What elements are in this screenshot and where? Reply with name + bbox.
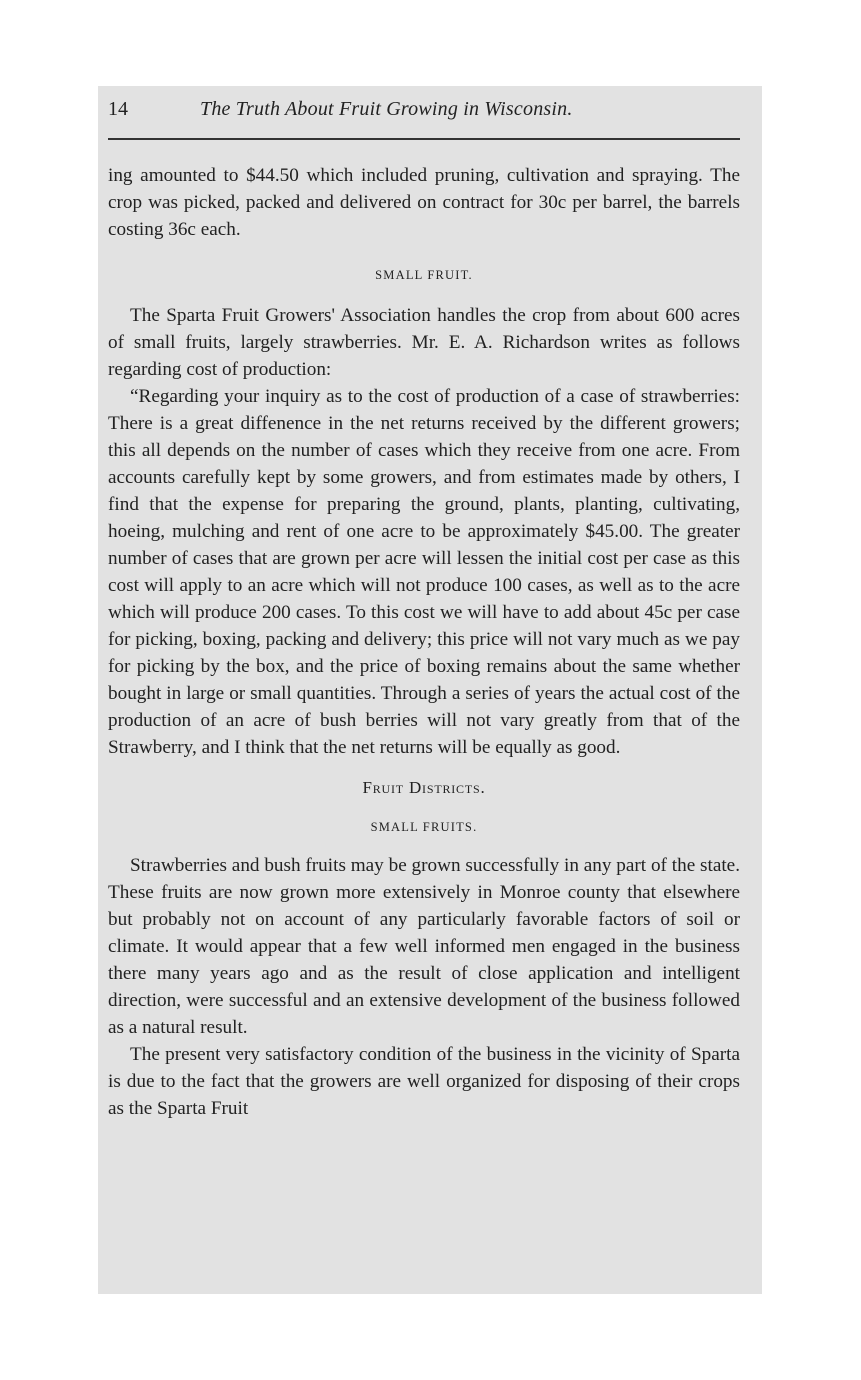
paragraph-sparta-association: The Sparta Fruit Growers' Association handles the crop from about 600 acres of small fruits, largely strawberries. Mr. E. A. Richardson writes as follows regarding cost of production: <box>108 305 740 380</box>
heading-small-fruits: SMALL FRUITS. <box>370 820 478 834</box>
page-header <box>108 98 748 128</box>
running-title: The Truth About Fruit Growing in Wisconsin. <box>200 98 573 120</box>
page-number: 14 <box>108 98 128 120</box>
heading-small-fruit: SMALL FRUIT. <box>375 268 473 282</box>
paragraph-richardson-quote: “Regarding your inquiry as to the cost of production of a case of strawberries: There is a great diffenence in the net returns received by the different growers; this all depends on the number of cases which they receive from one acre. From accounts carefully kept by some growers, and from estimates made by others, I find that the expense for preparing the ground, plants, planting, cultivating, hoeing, mulching and rent of one acre to be approximately $45.00. The greater number of cases that are grown per acre will lessen the initial cost per case as this cost will apply to an acre which will not produce 100 cases, as well as to the acre which will produce 200 cases. To this cost we will have to add about 45c per case for picking, boxing, packing and delivery; this price will not vary much as we pay for picking by the box, and the price of boxing remains about the same whether bought in large or small quantities. Through a series of years the actual cost of the production of an acre of bush berries will not vary greatly from that of the Strawberry, and I think that the net returns will be equally as good. <box>108 386 740 758</box>
header-rule <box>108 138 740 140</box>
paragraph-continuation: ing amounted to $44.50 which included pruning, cultivation and spraying. The crop was picked, packed and delivered on contract for 30c per barrel, the barrels costing 36c each. <box>108 165 740 240</box>
page-body <box>108 162 740 1122</box>
paragraph-present-condition: The present very satisfactory condition of the business in the vicinity of Sparta is due to the fact that the growers are well organized for disposing of their crops as the Sparta Fruit <box>108 1044 740 1119</box>
paragraph-strawberries: Strawberries and bush fruits may be grown successfully in any part of the state. These fruits are now grown more extensively in Monroe county that elsewhere but probably not on account of any particularly favorable factors of soil or climate. It would appear that a few well informed men engaged in the business there many years ago and as the result of close application and intelligent direction, were successful and an extensive development of the business followed as a natural result. <box>108 855 740 1038</box>
book-page <box>98 86 762 1294</box>
heading-fruit-districts: Fruit Districts. <box>362 778 486 797</box>
